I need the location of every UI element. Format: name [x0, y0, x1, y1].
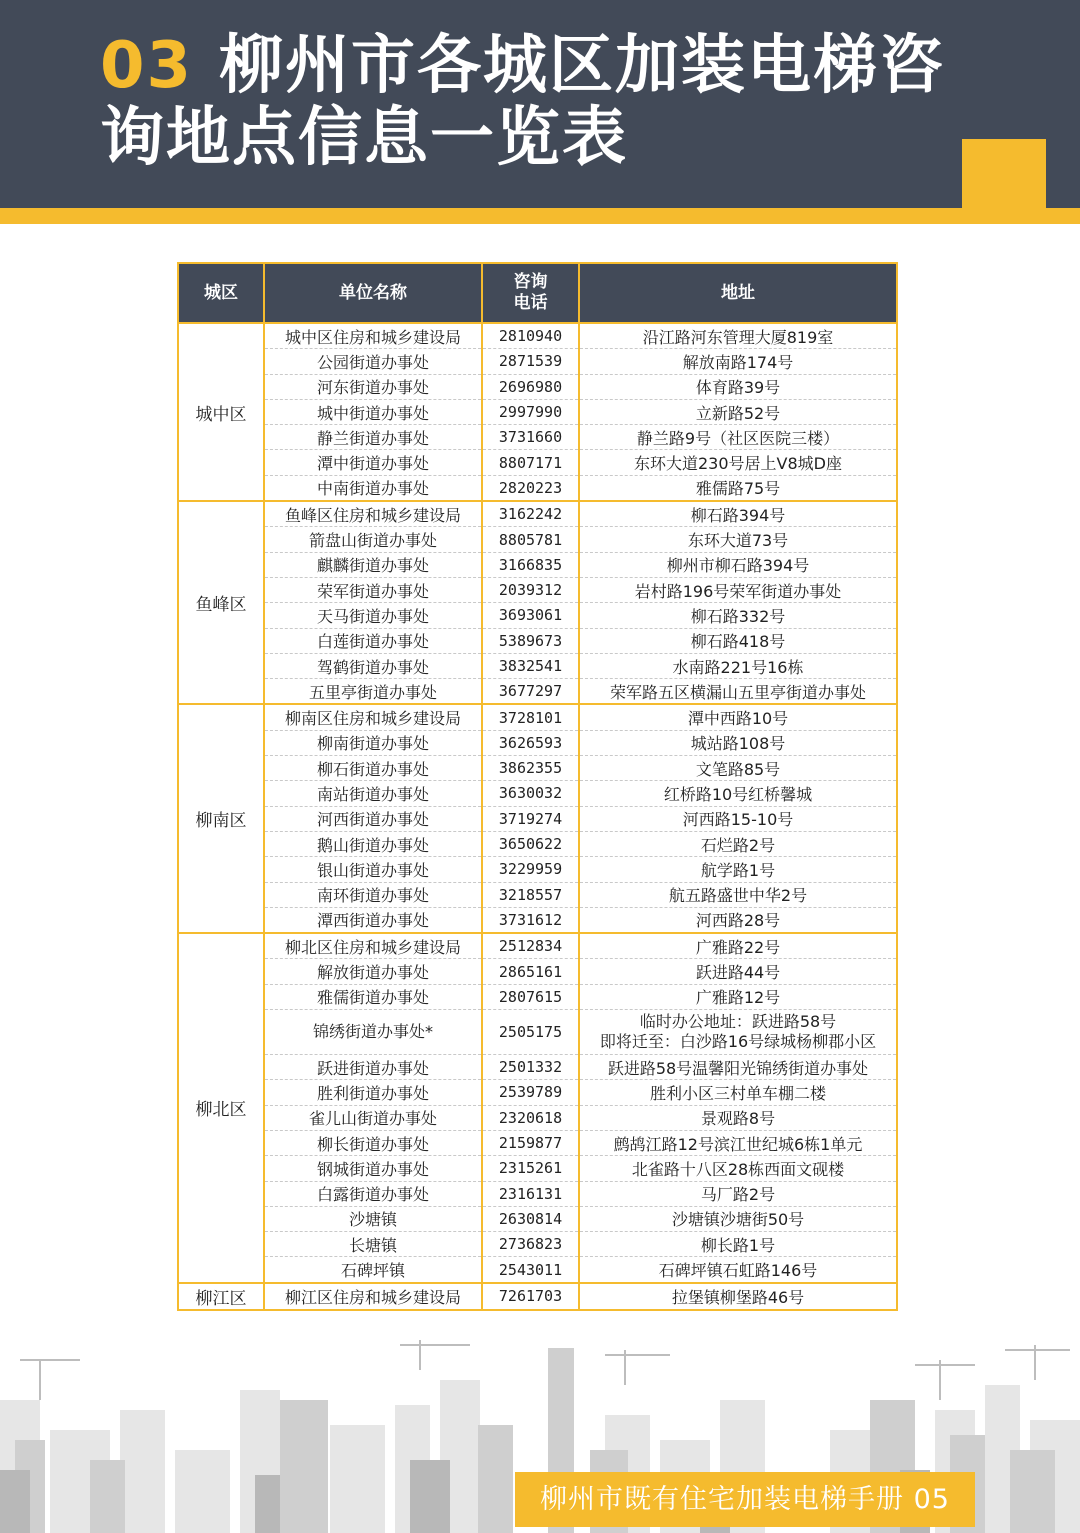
unit-name-cell: 雀儿山街道办事处	[264, 1105, 482, 1130]
unit-name-cell: 麒麟街道办事处	[264, 552, 482, 577]
table-row	[178, 1206, 897, 1231]
table-row	[178, 882, 897, 907]
unit-name-cell: 公园街道办事处	[264, 349, 482, 374]
phone-cell: 3630032	[482, 781, 579, 806]
address-line: 静兰路9号（社区医院三楼）	[636, 428, 840, 448]
unit-name-cell: 潭中街道办事处	[264, 450, 482, 475]
section-number: 03	[100, 29, 194, 103]
address-cell	[579, 501, 897, 527]
address-line: 柳石路394号	[690, 505, 786, 525]
address-cell	[579, 1105, 897, 1130]
table-row	[178, 679, 897, 705]
address-cell	[579, 628, 897, 653]
address-cell	[579, 756, 897, 781]
unit-name-cell: 天马街道办事处	[264, 603, 482, 628]
address-cell	[579, 1156, 897, 1181]
table-row	[178, 1181, 897, 1206]
unit-name-cell: 荣军街道办事处	[264, 577, 482, 602]
address-cell	[579, 1232, 897, 1257]
phone-cell: 3728101	[482, 704, 579, 730]
unit-name-cell: 柳南区住房和城乡建设局	[264, 704, 482, 730]
phone-cell: 2512834	[482, 933, 579, 959]
address-line: 东环大道230号居上V8城D座	[634, 454, 842, 474]
phone-cell: 2316131	[482, 1181, 579, 1206]
phone-cell: 2810940	[482, 323, 579, 349]
address-line: 鹧鸪江路12号滨江世纪城6栋1单元	[613, 1134, 863, 1154]
address-line: 跃进路58号温馨阳光锦绣街道办事处	[607, 1058, 869, 1078]
address-line: 临时办公地址：跃进路58号	[639, 1012, 837, 1032]
phone-cell: 2159877	[482, 1130, 579, 1155]
address-cell	[579, 857, 897, 882]
address-cell	[579, 1257, 897, 1283]
address-line: 河西路28号	[695, 911, 781, 931]
table-row	[178, 349, 897, 374]
table-row	[178, 1080, 897, 1105]
table-row	[178, 1232, 897, 1257]
address-line: 拉堡镇柳堡路46号	[671, 1287, 805, 1307]
address-cell	[579, 1010, 897, 1055]
address-cell	[579, 653, 897, 678]
table-row	[178, 907, 897, 933]
column-header-phone-line1: 咨询	[513, 272, 548, 292]
column-header-phone-line2: 电话	[513, 293, 548, 313]
phone-cell: 2871539	[482, 349, 579, 374]
table-row	[178, 1105, 897, 1130]
phone-cell: 2807615	[482, 984, 579, 1009]
address-cell	[579, 577, 897, 602]
table-row	[178, 628, 897, 653]
address-line: 柳长路1号	[700, 1235, 776, 1255]
header-accent-block	[962, 139, 1046, 209]
phone-cell: 3731612	[482, 907, 579, 933]
table-row	[178, 527, 897, 552]
unit-name-cell: 沙塘镇	[264, 1206, 482, 1231]
unit-name-cell: 箭盘山街道办事处	[264, 527, 482, 552]
address-cell	[579, 933, 897, 959]
table-row	[178, 475, 897, 501]
address-cell	[579, 679, 897, 705]
table-row	[178, 1055, 897, 1080]
unit-name-cell: 银山街道办事处	[264, 857, 482, 882]
phone-cell: 2736823	[482, 1232, 579, 1257]
table-row	[178, 831, 897, 856]
phone-cell: 3162242	[482, 501, 579, 527]
table-row	[178, 704, 897, 730]
unit-name-cell: 长塘镇	[264, 1232, 482, 1257]
table-row	[178, 959, 897, 984]
handbook-footer-label: 柳州市既有住宅加装电梯手册 05	[515, 1472, 975, 1527]
phone-cell: 8805781	[482, 527, 579, 552]
address-cell	[579, 450, 897, 475]
table-row	[178, 552, 897, 577]
table-row	[178, 1010, 897, 1055]
address-cell	[579, 730, 897, 755]
unit-name-cell: 石碑坪镇	[264, 1257, 482, 1283]
column-header-district: 城区	[178, 263, 264, 323]
address-cell	[579, 603, 897, 628]
table-row	[178, 857, 897, 882]
phone-cell: 3166835	[482, 552, 579, 577]
phone-cell: 2820223	[482, 475, 579, 501]
unit-name-cell: 城中区住房和城乡建设局	[264, 323, 482, 349]
table-row	[178, 501, 897, 527]
unit-name-cell: 钢城街道办事处	[264, 1156, 482, 1181]
unit-name-cell: 柳南街道办事处	[264, 730, 482, 755]
phone-cell: 2315261	[482, 1156, 579, 1181]
district-cell: 城中区	[178, 323, 264, 501]
address-line: 景观路8号	[700, 1109, 776, 1129]
unit-name-cell: 鹅山街道办事处	[264, 831, 482, 856]
table-row	[178, 1156, 897, 1181]
phone-cell: 2696980	[482, 374, 579, 399]
unit-name-cell: 河东街道办事处	[264, 374, 482, 399]
address-line: 广雅路12号	[695, 988, 781, 1008]
unit-name-cell: 南站街道办事处	[264, 781, 482, 806]
address-line: 沿江路河东管理大厦819室	[642, 327, 834, 347]
table-row	[178, 730, 897, 755]
phone-cell: 3832541	[482, 653, 579, 678]
table-row	[178, 806, 897, 831]
unit-name-cell: 河西街道办事处	[264, 806, 482, 831]
phone-cell: 2320618	[482, 1105, 579, 1130]
address-cell	[579, 1055, 897, 1080]
address-line: 石烂路2号	[700, 835, 776, 855]
column-header-unit: 单位名称	[264, 263, 482, 323]
unit-name-cell: 跃进街道办事处	[264, 1055, 482, 1080]
address-line: 柳州市柳石路394号	[666, 556, 810, 576]
address-line: 解放南路174号	[682, 352, 794, 372]
district-cell: 柳北区	[178, 933, 264, 1283]
phone-cell: 3719274	[482, 806, 579, 831]
unit-name-cell: 解放街道办事处	[264, 959, 482, 984]
phone-cell: 3229959	[482, 857, 579, 882]
address-cell	[579, 1206, 897, 1231]
unit-name-cell: 柳北区住房和城乡建设局	[264, 933, 482, 959]
table-row	[178, 781, 897, 806]
table-row	[178, 323, 897, 349]
address-line: 立新路52号	[695, 403, 781, 423]
unit-name-cell: 胜利街道办事处	[264, 1080, 482, 1105]
table-row	[178, 603, 897, 628]
address-cell	[579, 323, 897, 349]
phone-cell: 3650622	[482, 831, 579, 856]
address-cell	[579, 399, 897, 424]
column-header-address: 地址	[579, 263, 897, 323]
address-cell	[579, 1181, 897, 1206]
phone-cell: 3693061	[482, 603, 579, 628]
address-line: 沙塘镇沙塘街50号	[671, 1210, 805, 1230]
table-row	[178, 756, 897, 781]
phone-cell: 7261703	[482, 1283, 579, 1310]
address-cell	[579, 831, 897, 856]
table-row	[178, 933, 897, 959]
info-table	[177, 262, 898, 1311]
unit-name-cell: 白莲街道办事处	[264, 628, 482, 653]
consultation-table	[177, 262, 896, 1311]
address-line: 城站路108号	[690, 734, 786, 754]
unit-name-cell: 静兰街道办事处	[264, 425, 482, 450]
unit-name-cell: 中南街道办事处	[264, 475, 482, 501]
address-line: 航五路盛世中华2号	[668, 886, 808, 906]
address-line: 东环大道73号	[687, 531, 789, 551]
address-line: 广雅路22号	[695, 937, 781, 957]
unit-name-cell: 南环街道办事处	[264, 882, 482, 907]
address-line: 即将迁至：白沙路16号绿城杨柳郡小区	[599, 1032, 877, 1052]
phone-cell: 3218557	[482, 882, 579, 907]
address-line: 石碑坪镇石虹路146号	[658, 1261, 818, 1281]
unit-name-cell: 柳长街道办事处	[264, 1130, 482, 1155]
table-header	[178, 263, 897, 323]
header-accent-stripe	[0, 208, 1080, 224]
table-row	[178, 399, 897, 424]
table-row	[178, 984, 897, 1009]
phone-cell: 3862355	[482, 756, 579, 781]
address-line: 文笔路85号	[695, 759, 781, 779]
address-cell	[579, 959, 897, 984]
page-title	[100, 30, 960, 174]
table-row	[178, 1130, 897, 1155]
phone-cell: 2039312	[482, 577, 579, 602]
table-row	[178, 577, 897, 602]
address-cell	[579, 552, 897, 577]
phone-cell: 2543011	[482, 1257, 579, 1283]
address-line: 水南路221号16栋	[672, 657, 804, 677]
address-cell	[579, 1283, 897, 1310]
address-line: 红桥路10号红桥馨城	[663, 784, 813, 804]
unit-name-cell: 柳石街道办事处	[264, 756, 482, 781]
address-line: 北雀路十八区28栋西面文砚楼	[631, 1159, 845, 1179]
address-line: 潭中西路10号	[687, 709, 789, 729]
unit-name-cell: 鱼峰区住房和城乡建设局	[264, 501, 482, 527]
table-body	[178, 323, 897, 1310]
unit-name-cell: 潭西街道办事处	[264, 907, 482, 933]
address-line: 跃进路44号	[695, 963, 781, 983]
unit-name-cell: 白露街道办事处	[264, 1181, 482, 1206]
address-line: 柳石路332号	[690, 606, 786, 626]
unit-name-cell: 雅儒街道办事处	[264, 984, 482, 1009]
address-line: 胜利小区三村单车棚二楼	[649, 1083, 826, 1103]
table-row	[178, 653, 897, 678]
unit-name-cell: 柳江区住房和城乡建设局	[264, 1283, 482, 1310]
address-line: 航学路1号	[700, 860, 776, 880]
address-cell	[579, 374, 897, 399]
address-cell	[579, 1080, 897, 1105]
address-cell	[579, 984, 897, 1009]
address-cell	[579, 1130, 897, 1155]
address-cell	[579, 704, 897, 730]
address-line: 雅儒路75号	[695, 479, 781, 499]
address-line: 河西路15-10号	[682, 810, 794, 830]
table-row	[178, 1257, 897, 1283]
phone-cell: 2865161	[482, 959, 579, 984]
table-row	[178, 1283, 897, 1310]
phone-cell: 3677297	[482, 679, 579, 705]
address-cell	[579, 349, 897, 374]
address-line: 马厂路2号	[700, 1185, 776, 1205]
district-cell: 柳江区	[178, 1283, 264, 1310]
address-line: 岩村路196号荣军街道办事处	[634, 581, 842, 601]
title-line-2: 询地点信息一览表	[100, 101, 628, 175]
district-cell: 柳南区	[178, 704, 264, 933]
address-cell	[579, 907, 897, 933]
phone-cell: 2997990	[482, 399, 579, 424]
phone-cell: 2501332	[482, 1055, 579, 1080]
table-row	[178, 374, 897, 399]
phone-cell: 5389673	[482, 628, 579, 653]
column-header-phone	[482, 263, 579, 323]
unit-name-cell: 城中街道办事处	[264, 399, 482, 424]
address-line: 柳石路418号	[690, 632, 786, 652]
table-row	[178, 450, 897, 475]
title-text-1: 柳州市各城区加装电梯咨	[219, 29, 946, 103]
unit-name-cell: 五里亭街道办事处	[264, 679, 482, 705]
unit-name-cell: 锦绣街道办事处*	[264, 1010, 482, 1055]
phone-cell: 8807171	[482, 450, 579, 475]
address-cell	[579, 425, 897, 450]
phone-cell: 2630814	[482, 1206, 579, 1231]
phone-cell: 3731660	[482, 425, 579, 450]
title-line-1	[100, 30, 960, 102]
address-cell	[579, 475, 897, 501]
address-line: 体育路39号	[695, 378, 781, 398]
address-cell	[579, 882, 897, 907]
table-row	[178, 425, 897, 450]
unit-name-cell: 驾鹤街道办事处	[264, 653, 482, 678]
address-cell	[579, 806, 897, 831]
phone-cell: 2505175	[482, 1010, 579, 1055]
address-line: 荣军路五区横漏山五里亭街道办事处	[609, 682, 866, 702]
phone-cell: 2539789	[482, 1080, 579, 1105]
address-cell	[579, 527, 897, 552]
address-cell	[579, 781, 897, 806]
district-cell: 鱼峰区	[178, 501, 264, 704]
phone-cell: 3626593	[482, 730, 579, 755]
